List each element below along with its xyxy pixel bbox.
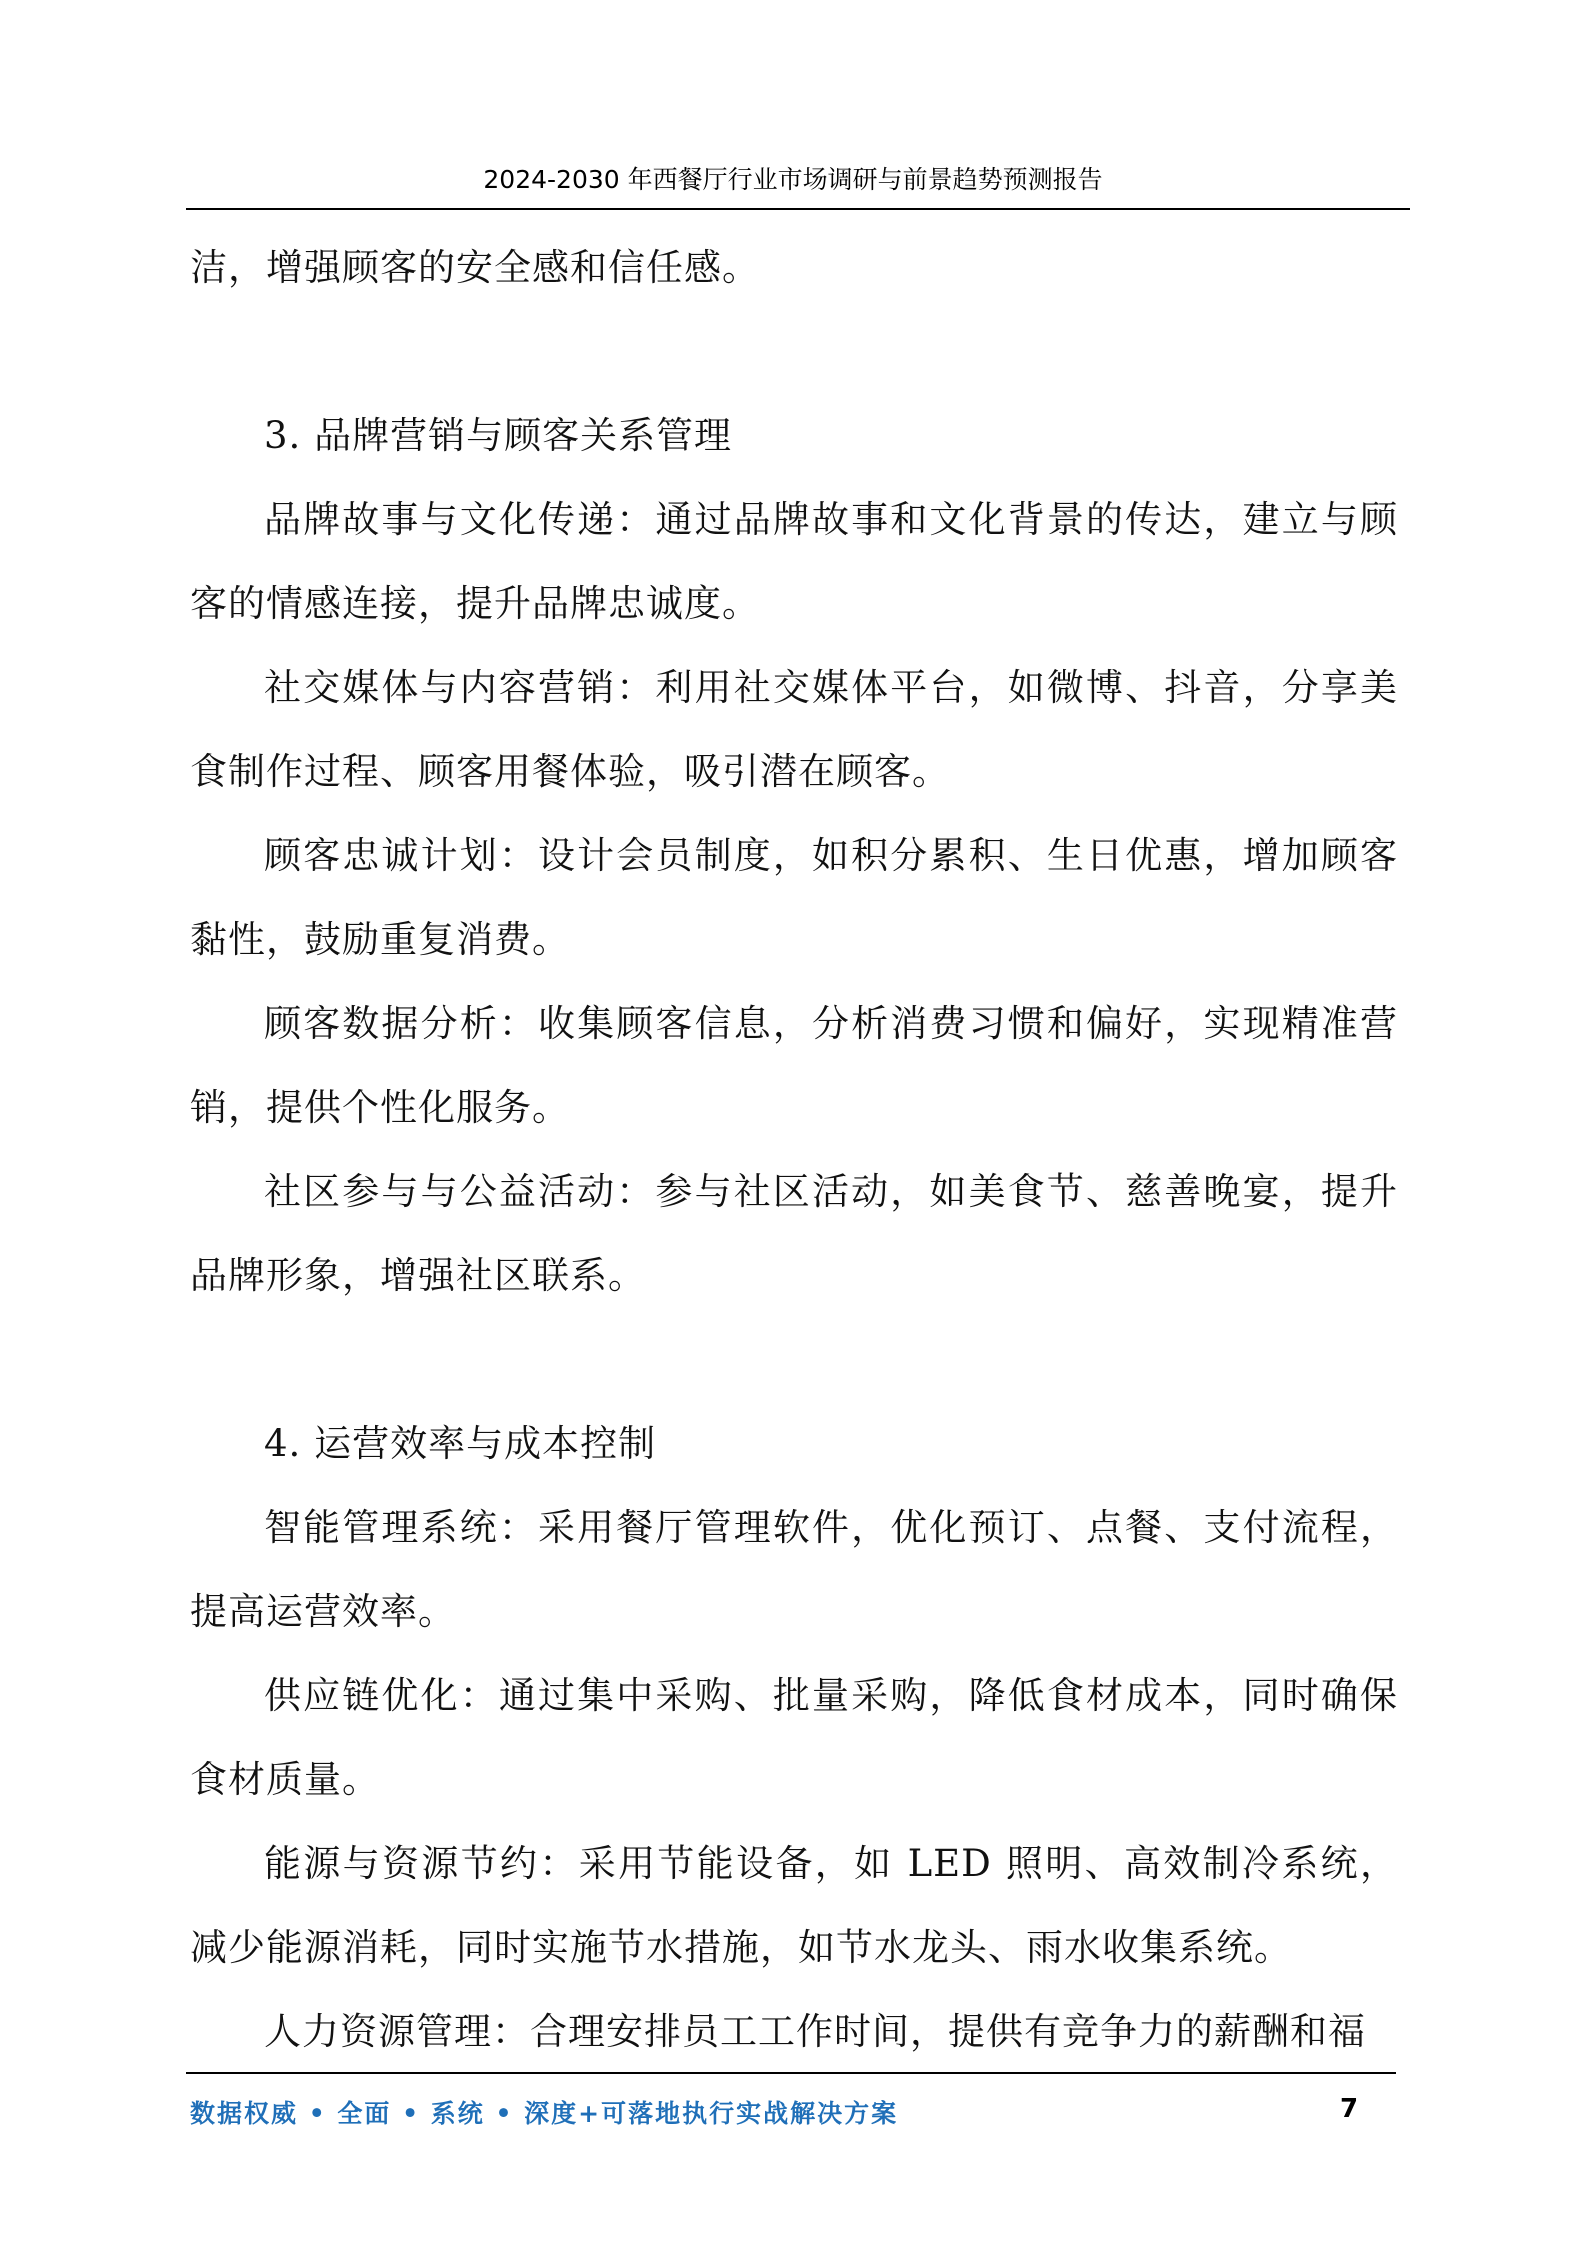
header-divider <box>186 208 1410 210</box>
paragraph: 能源与资源节约：采用节能设备，如 LED 照明、高效制冷系统，减少能源消耗，同时实施节水措施，如节水龙头、雨水收集系统。 <box>190 1842 1398 1969</box>
paragraph: 品牌故事与文化传递：通过品牌故事和文化背景的传达，建立与顾客的情感连接，提升品牌忠诚度。 <box>190 498 1398 625</box>
paragraph: 人力资源管理：合理安排员工工作时间，提供有竞争力的薪酬和福 <box>264 2010 1366 2053</box>
paragraph: 顾客忠诚计划：设计会员制度，如积分累积、生日优惠，增加顾客黏性，鼓励重复消费。 <box>190 834 1398 961</box>
continuation-paragraph: 洁，增强顾客的安全感和信任感。 <box>190 246 760 289</box>
paragraph: 智能管理系统：采用餐厅管理软件，优化预订、点餐、支付流程，提高运营效率。 <box>190 1506 1398 1633</box>
paragraph: 顾客数据分析：收集顾客信息，分析消费习惯和偏好，实现精准营销，提供个性化服务。 <box>190 1002 1398 1129</box>
footer-divider <box>186 2072 1396 2074</box>
body-content <box>190 226 1398 2074</box>
paragraph: 社交媒体与内容营销：利用社交媒体平台，如微博、抖音，分享美食制作过程、顾客用餐体验，吸引潜在顾客。 <box>190 666 1398 793</box>
paragraph: 供应链优化：通过集中采购、批量采购，降低食材成本，同时确保食材质量。 <box>190 1674 1398 1801</box>
section-spacer <box>190 1318 1398 1402</box>
section-spacer <box>190 310 1398 394</box>
paragraph: 社区参与与公益活动：参与社区活动，如美食节、慈善晚宴，提升品牌形象，增强社区联系。 <box>190 1170 1398 1297</box>
section-4-heading: 4. 运营效率与成本控制 <box>264 1422 657 1465</box>
page-number: 7 <box>1340 2094 1359 2124</box>
footer-slogan: 数据权威 • 全面 • 系统 • 深度+可落地执行实战解决方案 <box>190 2099 899 2128</box>
report-title: 2024-2030 年西餐厅行业市场调研与前景趋势预测报告 <box>483 165 1103 194</box>
section-3-heading: 3. 品牌营销与顾客关系管理 <box>264 414 733 457</box>
